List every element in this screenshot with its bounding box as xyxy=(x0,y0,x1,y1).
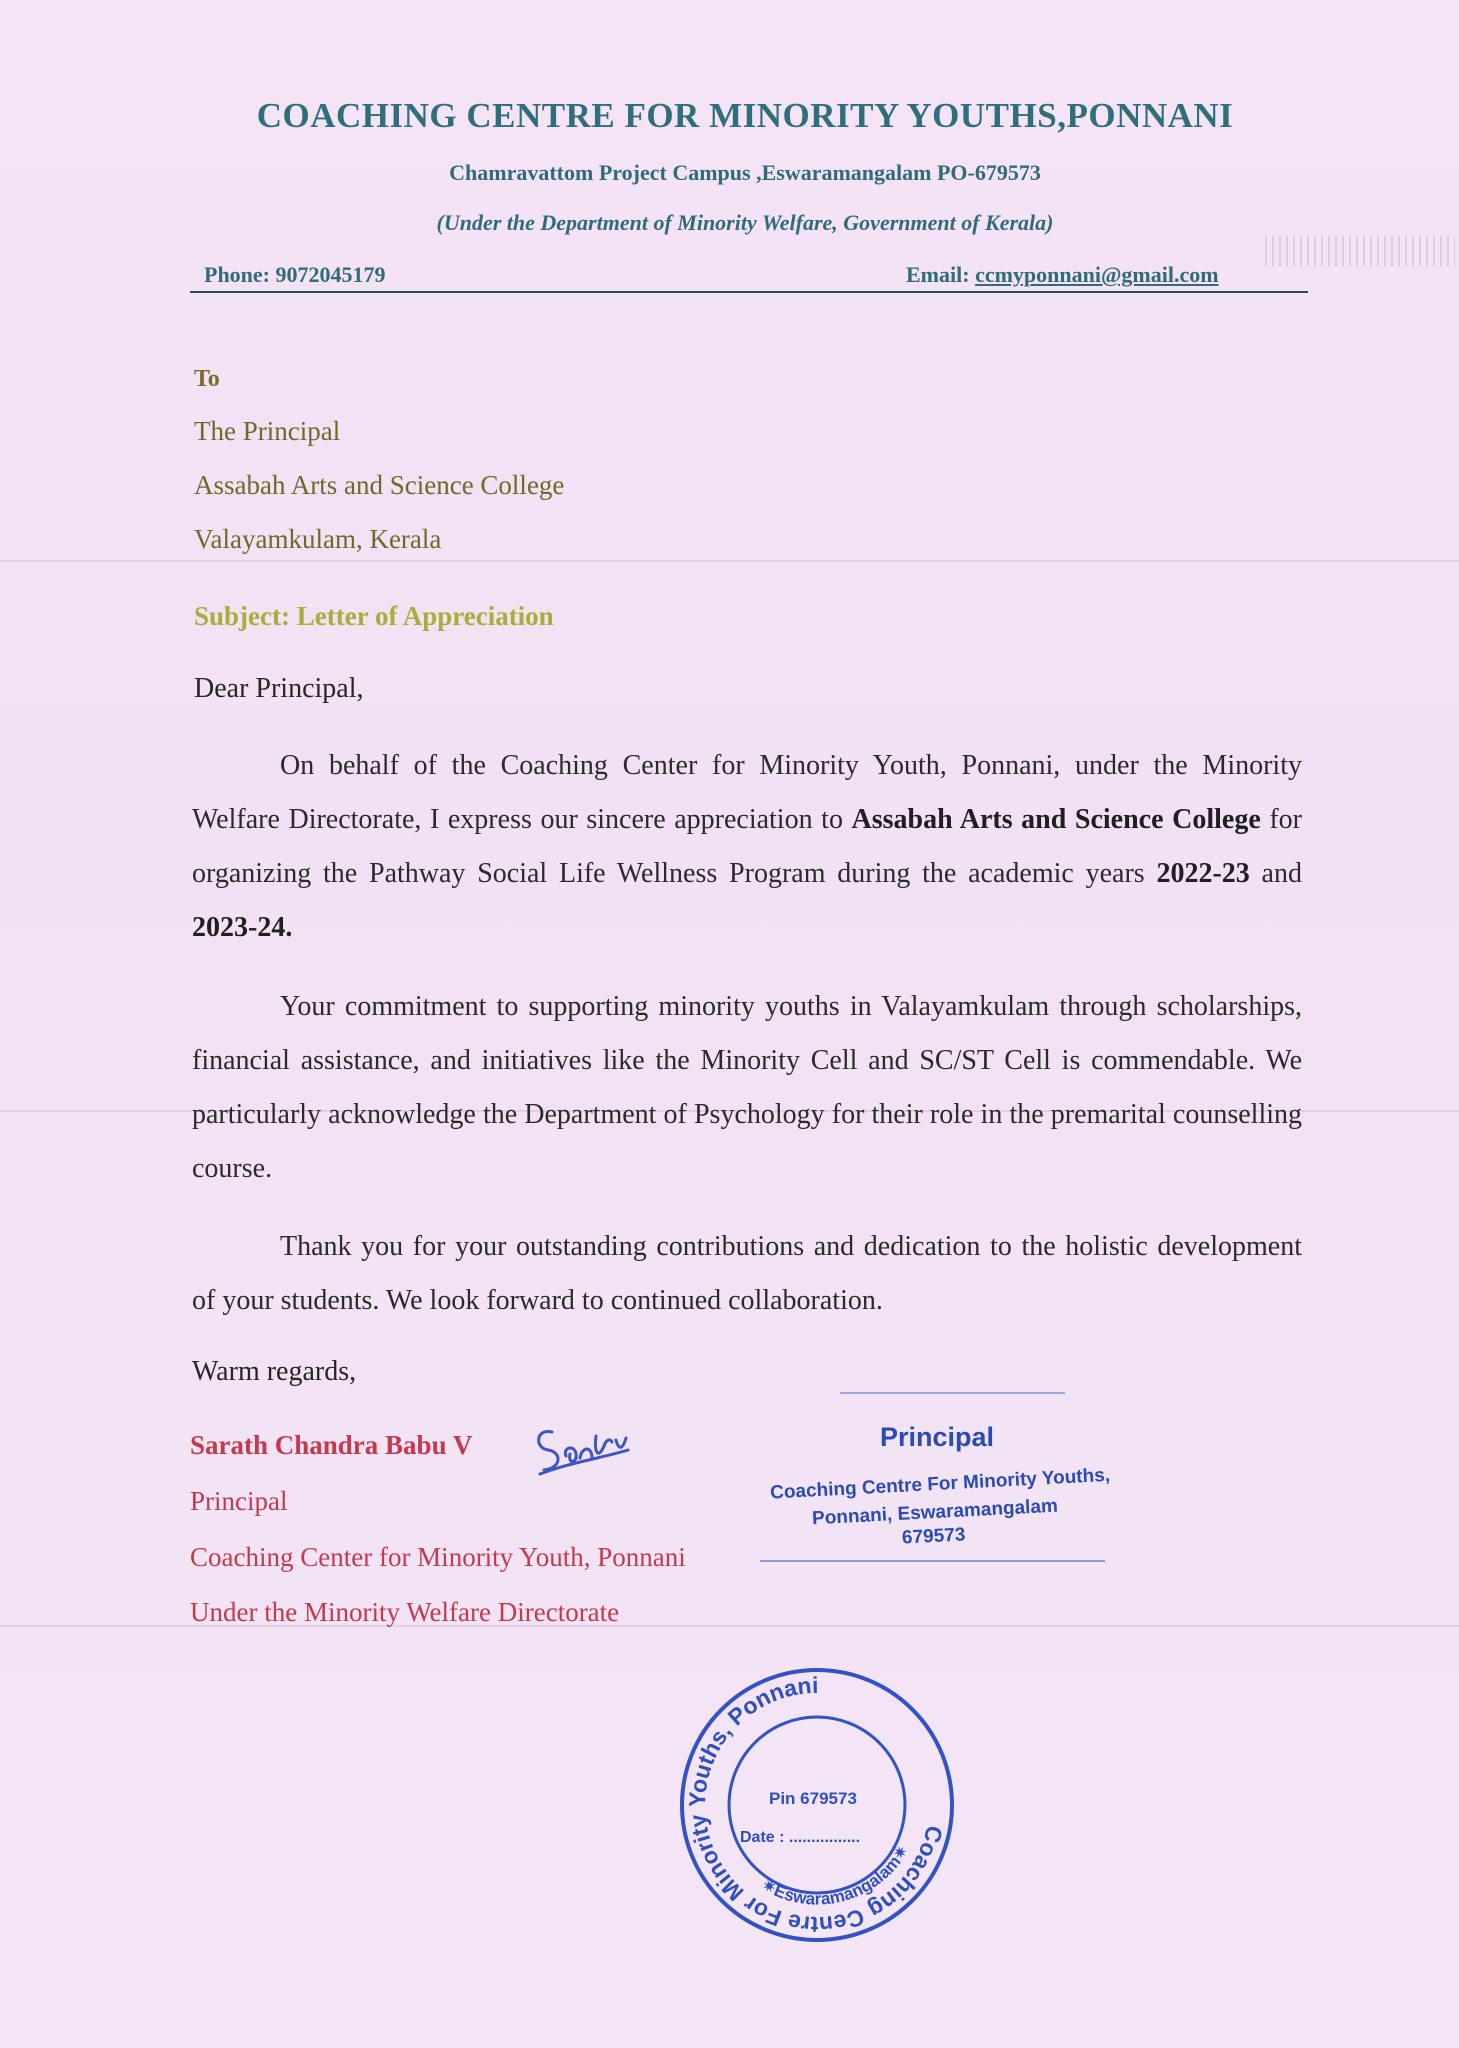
phone-number: 9072045179 xyxy=(275,262,386,287)
recipient-line: Assabah Arts and Science College xyxy=(194,470,565,500)
stamp-line: Ponnani, Eswaramangalam xyxy=(811,1495,1059,1530)
email-address[interactable]: ccmyponnani@gmail.com xyxy=(975,262,1219,287)
seal-pin: Pin 679573 xyxy=(769,1789,857,1808)
stamp-rule xyxy=(840,1392,1065,1394)
header-divider xyxy=(190,291,1308,293)
contact-email xyxy=(906,262,1219,288)
text-run: and xyxy=(1249,858,1302,889)
subject-line: Subject: Letter of Appreciation xyxy=(194,601,554,631)
seal-bottom-text: ✷Eswaramangalam✷ xyxy=(758,1841,913,1909)
seal-date: Date : ................ xyxy=(740,1829,861,1846)
text-run: for organizing the Pathway Social Life Wellness Program during the academic years xyxy=(192,804,1302,889)
closing: Warm regards, xyxy=(192,1356,357,1387)
contact-phone xyxy=(204,262,386,288)
academic-year: 2022-23 xyxy=(1156,858,1250,889)
round-seal xyxy=(672,1660,962,1950)
handwritten-signature xyxy=(532,1418,642,1478)
recipient-line: Valayamkulam, Kerala xyxy=(194,524,442,554)
signer-org: Coaching Center for Minority Youth, Ponnani xyxy=(190,1542,686,1572)
salutation: Dear Principal, xyxy=(194,673,364,704)
paper-fold xyxy=(0,560,1459,562)
body-paragraph-1 xyxy=(192,739,1302,955)
body-paragraph-2: Your commitment to supporting minority youths in Valayamkulam through scholarships, financial assistance, and initiatives like the Minority Cell and SC/ST Cell is commendable. We particularly acknowledge the Department of Psychology for their role in the premarital counselling course. xyxy=(192,991,1302,1184)
signer-dept: Under the Minority Welfare Directorate xyxy=(190,1597,620,1627)
org-name: COACHING CENTRE FOR MINORITY YOUTHS,PONNANI xyxy=(256,96,1234,135)
seal-ring-text: Coaching Centre For Minority Youths, Ponnani xyxy=(683,1671,948,1939)
phone-label: Phone: xyxy=(204,262,270,287)
stamp-line: Coaching Centre For Minority Youths, xyxy=(769,1464,1111,1504)
recipient-line: The Principal xyxy=(194,416,341,446)
ink-smudge xyxy=(1265,236,1455,266)
academic-year: 2023-24. xyxy=(192,912,293,943)
stamp-rule xyxy=(760,1560,1105,1562)
stamp-title: Principal xyxy=(880,1422,995,1452)
org-department: (Under the Department of Minority Welfare, Government of Kerala) xyxy=(436,210,1054,235)
signer-title: Principal xyxy=(190,1486,288,1516)
text-run: On behalf of the Coaching Center for Minority Youth, Ponnani, under the Minority Welfare Directorate, I express our sincere appreciation to xyxy=(192,750,1302,835)
college-name: Assabah Arts and Science College xyxy=(851,804,1261,835)
signer-name: Sarath Chandra Babu V xyxy=(190,1430,473,1460)
org-address: Chamravattom Project Campus ,Eswaramangalam PO-679573 xyxy=(449,160,1041,185)
email-label: Email: xyxy=(906,262,970,287)
stamp-line: 679573 xyxy=(901,1524,966,1549)
principal-stamp xyxy=(760,1392,1111,1562)
body-paragraph-3: Thank you for your outstanding contributions and dedication to the holistic development of your students. We look forward to continued collaboration. xyxy=(192,1231,1302,1316)
to-label: To xyxy=(194,366,220,392)
